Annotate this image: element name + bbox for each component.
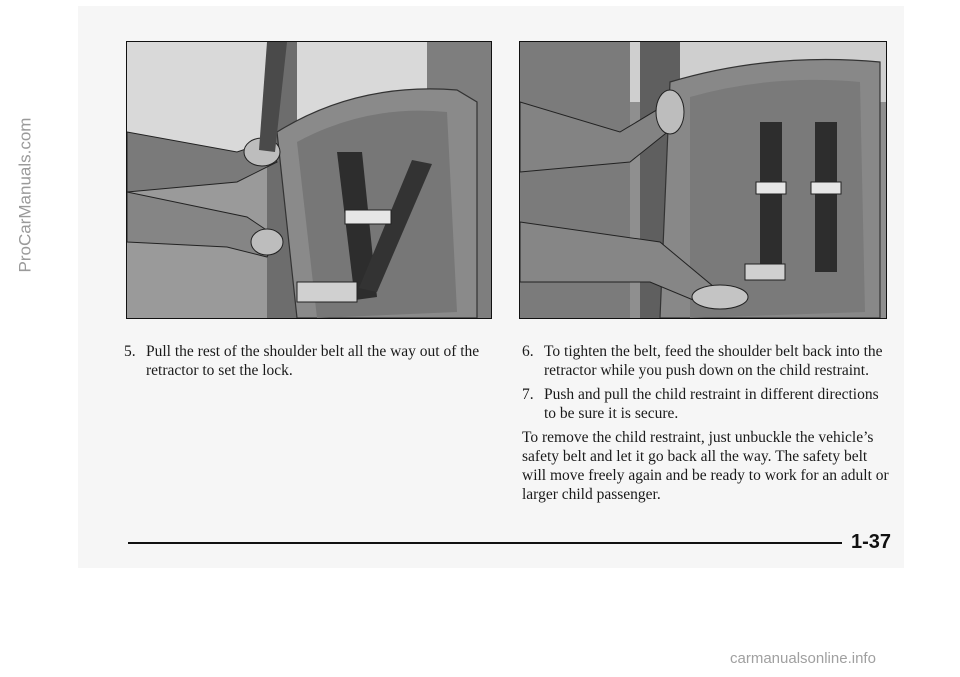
side-watermark (12, 30, 38, 360)
footer-rule (128, 542, 842, 544)
step-text: Pull the rest of the shoulder belt all the way out of the retractor to set the lock. (146, 343, 480, 379)
removal-paragraph: To remove the child restraint, just unbuckle the vehicle’s safety belt and let it go back all the way. The safety belt will move freely again and be ready to work for an adult or larger child passenger. (522, 429, 889, 503)
step-7 (522, 385, 892, 423)
side-watermark-text: ProCarManuals.com (15, 117, 35, 273)
step-number: 5. (124, 343, 136, 360)
step-number: 6. (522, 343, 534, 360)
step-number: 7. (522, 386, 534, 403)
illustration-push-restraint (519, 41, 887, 319)
page-number: 1-37 (851, 531, 892, 553)
step-6 (522, 342, 892, 380)
step-text: Push and pull the child restraint in different directions to be sure it is secure. (544, 386, 879, 422)
step-5 (124, 342, 484, 380)
illustration-pull-belt (126, 41, 492, 319)
step-text: To tighten the belt, feed the shoulder belt back into the retractor while you push down on the child restraint. (544, 343, 883, 379)
bottom-watermark: carmanualsonline.info (730, 650, 876, 667)
